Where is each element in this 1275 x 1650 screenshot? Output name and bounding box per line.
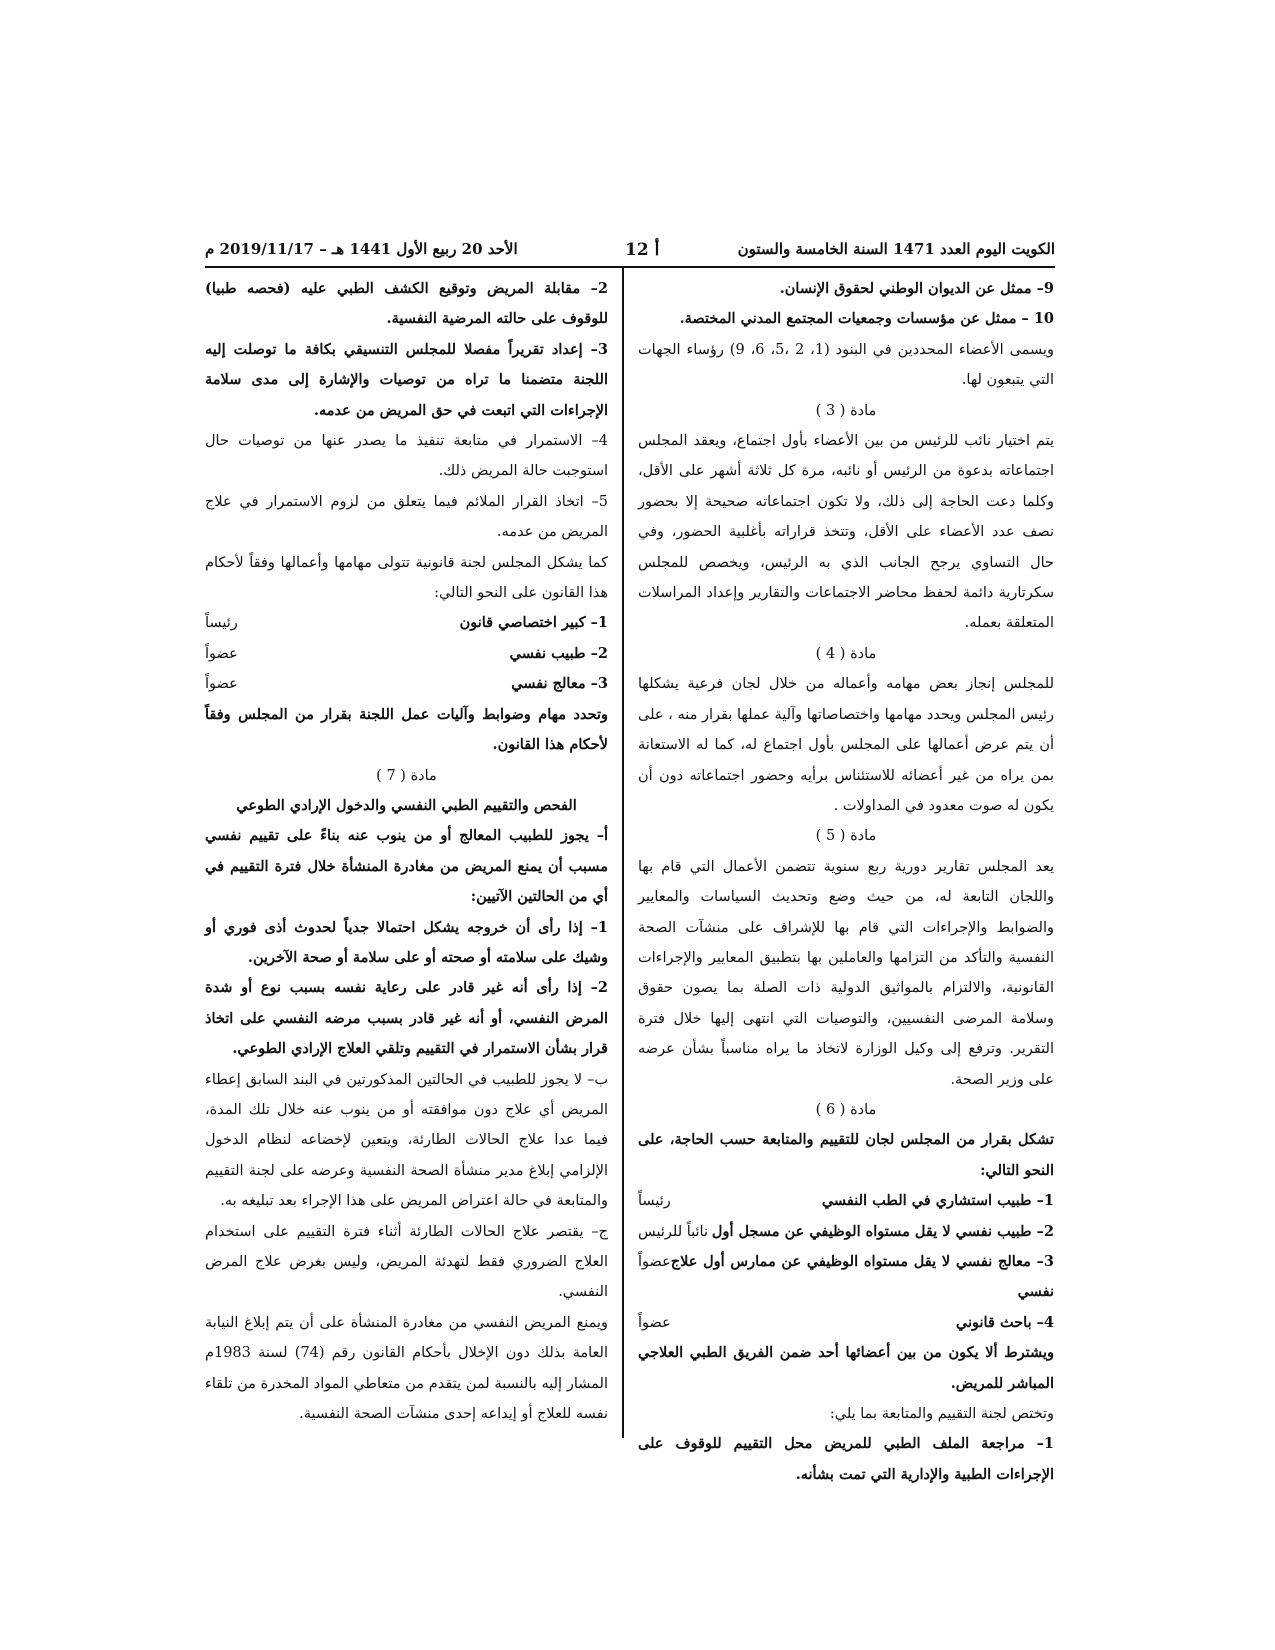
legal-member — [205, 639, 608, 669]
column-divider — [622, 268, 624, 1438]
legal-committee-intro: كما يشكل المجلس لجنة قانونية تتولى مهامها وأعمالها وفقاً لأحكام هذا القانون على النحو التالي: — [205, 554, 608, 602]
article-5-title: مادة ( 5 ) — [815, 828, 877, 845]
article-7-a-1: 1– إذا رأى أن خروجه يشكل احتمالا جدياً لحدوث أذى فوري أو وشيك على سلامته أو صحته أو على سلامة أو صحة الآخرين. — [205, 918, 608, 966]
committee-member — [638, 1186, 1054, 1216]
member-role: رئيساً — [638, 1193, 671, 1210]
committee-member — [638, 1308, 1054, 1338]
article-7-heading: الفحص والتقييم الطبي النفسي والدخول الإرادي الطوعي — [236, 796, 577, 814]
task-5: 5– اتخاذ القرار الملائم فيما يتعلق من لزوم الاستمرار في علاج المريض من عدمه. — [205, 493, 608, 541]
article-6-intro: تشكل بقرار من المجلس لجان للتقييم والمتابعة حسب الحاجة، على النحو التالي: — [638, 1131, 1054, 1179]
member-role: عضواً — [638, 1314, 671, 1331]
article-5-text: يعد المجلس تقارير دورية ربع سنوية تتضمن الأعمال التي قام بها واللجان التابعة له، من حيث وضع وتحديث السياسات والمعايير والضوابط والإجراءات التي قام بها للإشراف على منشآت الصحة النفسية والتأكد من التزامها والعاملين بها بتطبيق المعايير والإجراءات القانونية، والالتزام بالمواثيق الدولية ذات الصلة بما يصون حقوق وسلامة المرضى النفسيين، والتوصيات التي انتهى إليها خلال فترة التقرير. وترفع إلى وكيل الوزارة لاتخاذ ما يراه مناسباً بشأن عرضه على وزير الصحة. — [638, 858, 1054, 1088]
member-name: 3– معالج نفسي لا يقل مستواه الوظيفي عن ممارس أول علاج نفسي — [670, 1253, 1054, 1301]
article-7-a: أ– يجوز للطبيب المعالج أو من ينوب عنه بناءً على تقييم نفسي مسبب أن يمنع المريض من مغادرة المنشأة خلال فترة التقييم في أي من الحالتين الآتيين: — [205, 827, 608, 906]
member-role: رئيساً — [205, 615, 238, 632]
header-rule — [205, 266, 1055, 268]
member-name: 3– معالج نفسي — [511, 675, 608, 693]
issue-date: الأحد 20 ربيع الأول 1441 هـ – 2019/11/17 م — [205, 240, 518, 258]
member-name: 1– كبير اختصاصي قانون — [459, 614, 608, 632]
member-name: 1– طبيب استشاري في الطب النفسي — [821, 1192, 1054, 1210]
member-role: عضواً — [205, 676, 238, 693]
committee-member — [638, 1217, 1054, 1247]
article-7-a-2: 2– إذا رأى أنه غير قادر على رعاية نفسه بسبب نوع أو شدة المرض النفسي، أو أنه غير قادر بسبب مرضه النفسي على اتخاذ قرار بشأن الاستمرار في التقييم وتلقي العلاج الإرادي الطوعي. — [205, 979, 608, 1058]
article-7-b: ب– لا يجوز للطبيب في الحالتين المذكورتين في البند السابق إعطاء المريض أي علاج دون موافقته أو من ينوب عنه خلال تلك المدة، فيما عدا علاج الحالات الطارئة، ويتعين لإخضاعه لنظام الدخول الإلزامي إبلاغ مدير منشأة الصحة النفسية وعرضه على لجنة التقييم والمتابعة في حالة اعتراض المريض على هذا الإجراء بعد تبليغه به. — [205, 1071, 608, 1210]
item-10: 10 – ممثل عن مؤسسات وجمعيات المجتمع المدني المختصة. — [679, 310, 1054, 328]
task-4: 4– الاستمرار في متابعة تنفيذ ما يصدر عنها من توصيات حال استوجبت حالة المريض ذلك. — [205, 433, 608, 480]
article-7-final: ويمنع المريض النفسي من مغادرة المنشأة على أن يتم إبلاغ النيابة العامة بذلك دون الإخلال بأحكام القانون رقم (74) لسنة 1983م المشار إليه بالنسبة لمن يتقدم من متعاطي المواد المخدرة من تلقاء نفسه للعلاج أو إيداعه إحدى منشآت الصحة النفسية. — [205, 1314, 608, 1423]
member-name: 2– طبيب نفسي لا يقل مستواه الوظيفي عن مسجل أول — [711, 1222, 1054, 1240]
item-9: 9– ممثل عن الديوان الوطني لحقوق الإنسان. — [779, 280, 1054, 297]
legal-member — [205, 608, 608, 638]
article-7-title: مادة ( 7 ) — [376, 767, 437, 784]
member-role: عضواً — [205, 645, 238, 662]
committee-member — [638, 1247, 1054, 1308]
member-name: 2– طبيب نفسي — [509, 644, 608, 662]
article-3-text: يتم اختيار نائب للرئيس من بين الأعضاء بأول اجتماع، ويعقد المجلس اجتماعاته بدعوة من الرئيس أو نائبه، مرة كل ثلاثة أشهر على الأقل، وكلما دعت الحاجة إلى ذلك، ولا تكون اجتماعاته صحيحة إلا بحضور نصف عدد الأعضاء على الأقل، وتتخذ قراراته بأغلبية الحضور، وفي حال التساوي يرجح الجانب الذي به الرئيس، ويخصص للمجلس سكرتارية دائمة لحفظ محاضر الاجتماعات والتقارير وإعداد المراسلات المتعلقة بعمله. — [638, 433, 1054, 632]
heads-note: ويسمى الأعضاء المحددين في البنود (1، 2 ،5، 6، 9) رؤساء الجهات التي يتبعون لها. — [638, 341, 1055, 389]
page-number: أ 12 — [625, 240, 660, 260]
right-column — [638, 274, 1054, 1490]
article-6-task-1: 1– مراجعة الملف الطبي للمريض محل التقييم للوقوف على الإجراءات الطبية والإدارية التي تمت بشأنه. — [638, 1435, 1054, 1483]
article-7-c: ج– يقتصر علاج الحالات الطارئة أثناء فترة التقييم على استخدام العلاج الضروري فقط لتهدئة المريض، وليس بغرض علاج المرض النفسي. — [205, 1223, 608, 1301]
member-name: 4– باحث قانوني — [955, 1313, 1054, 1331]
article-6-condition: ويشترط ألا يكون من بين أعضائها أحد ضمن الفريق الطبي العلاجي المباشر للمريض. — [638, 1344, 1054, 1392]
legal-committee-outro: وتحدد مهام وضوابط وآليات عمل اللجنة بقرار من المجلس وفقاً لأحكام هذا القانون. — [205, 705, 608, 754]
left-column — [205, 274, 608, 1429]
article-6-title: مادة ( 6 ) — [815, 1101, 877, 1118]
article-3-title: مادة ( 3 ) — [815, 402, 877, 419]
page-header — [205, 234, 1055, 264]
task-3: 3– إعداد تقريراً مفصلا للمجلس التنسيقي بكافة ما توصلت إليه اللجنة متضمنا ما تراه من توصيات والإشارة إلى مدى سلامة الإجراءات التي اتبعت في حق المريض من عدمه. — [205, 340, 608, 419]
task-2: 2– مقابلة المريض وتوقيع الكشف الطبي عليه (فحصه طبيا) للوقوف على حالته المرضية النفسية. — [205, 280, 608, 328]
gazette-issue: الكويت اليوم العدد 1471 السنة الخامسة والستون — [737, 240, 1055, 258]
article-4-text: للمجلس إنجاز بعض مهامه وأعماله من خلال لجان فرعية يشكلها رئيس المجلس ويحدد مهامها واختصاصاتها وآلية عملها بقرار منه ، على أن يتم عرض أعمالها على المجلس بأول اجتماع له، كما له الاستعانة بمن يراه من غير أعضائه للاستئناس برأيه وحضور اجتماعاته دون أن يكون له صوت معدود في المداولات . — [638, 676, 1054, 814]
article-4-title: مادة ( 4 ) — [815, 645, 877, 662]
legal-member — [205, 669, 608, 699]
member-role: عضواً — [638, 1254, 671, 1270]
article-6-tasks-intro: وتختص لجنة التقييم والمتابعة بما يلي: — [829, 1406, 1054, 1423]
member-role: نائباً للرئيس — [638, 1223, 709, 1240]
